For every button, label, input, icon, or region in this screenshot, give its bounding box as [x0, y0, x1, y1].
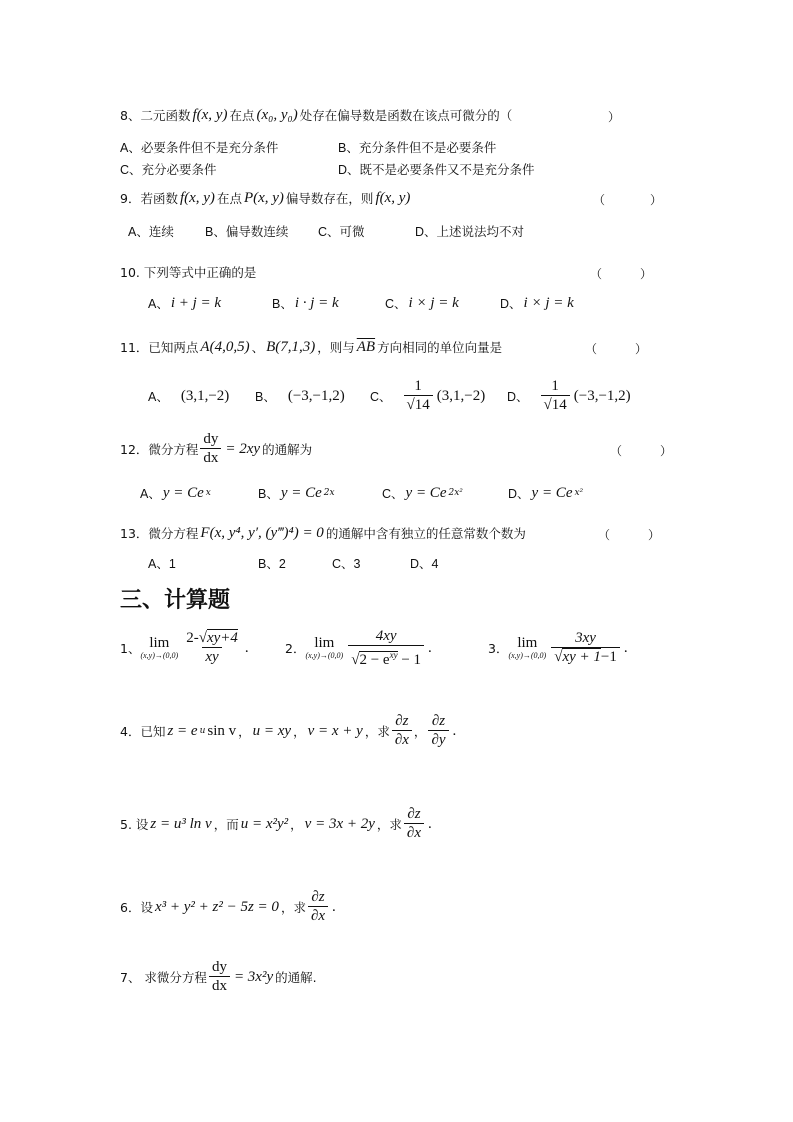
math: v = x + y	[307, 722, 363, 739]
q9-option-c: C、可微	[318, 225, 365, 239]
option-label: B、	[258, 487, 279, 501]
q9-text: 9．若函数	[120, 191, 178, 206]
option-label: B、	[272, 297, 293, 311]
q11-text: ，则与	[317, 340, 355, 355]
answer-paren-close: ）	[608, 110, 621, 124]
problem-text: ，求	[364, 724, 390, 739]
radicand-text: 2 − e	[359, 651, 390, 668]
q11-text: 11．已知两点	[120, 340, 199, 355]
problem-text: ，而	[213, 817, 239, 832]
denominator: dx	[209, 976, 230, 995]
denominator: ∂x	[404, 823, 424, 842]
q8-text: 在点	[229, 108, 255, 123]
q10-option-b	[272, 283, 341, 323]
option-math: y = Ce	[405, 484, 447, 501]
math: sin v	[207, 722, 237, 739]
q12-option-a	[140, 473, 211, 513]
q11-option-a	[148, 376, 231, 416]
q8-option-a: A、必要条件但不是充分条件	[120, 141, 279, 155]
comma: ，	[290, 817, 303, 832]
problem-text: 5. 设	[120, 817, 149, 832]
calc-4	[120, 711, 458, 751]
answer-paren-open: （	[590, 267, 603, 281]
q8-option-c: C、充分必要条件	[120, 163, 217, 177]
numerator: 4xy	[375, 627, 397, 644]
q13-option-c: C、3	[332, 557, 361, 571]
option-math: y = Ce	[162, 484, 204, 501]
math: u = x²y²	[240, 815, 289, 832]
q9-option-b: B、偏导数连续	[205, 225, 289, 239]
q11-text: 方向相同的单位向量是	[377, 340, 503, 355]
calc-6	[120, 887, 338, 927]
point-b: B(7,1,3)	[266, 338, 316, 355]
q9-option-a: A、连续	[128, 225, 174, 239]
limit	[140, 636, 178, 661]
fraction	[541, 378, 570, 414]
denominator: √14	[404, 395, 433, 414]
option-label: A、	[140, 487, 161, 501]
denominator-tail: − 1	[401, 651, 422, 668]
vector-ab: $\overline{AB}$	[356, 338, 376, 355]
numerator: ∂z	[407, 806, 421, 822]
q10-option-a	[148, 283, 223, 323]
problem-number: 1、	[120, 641, 141, 656]
math: z = e	[167, 722, 198, 739]
q11-option-c	[370, 376, 487, 416]
derivative-fraction	[200, 431, 221, 467]
q13-option-b: B、2	[258, 557, 286, 571]
period: .	[428, 639, 432, 656]
question-10: 10. 下列等式中正确的是	[120, 265, 257, 280]
partial-fraction	[392, 713, 412, 749]
math: u = xy	[252, 722, 292, 739]
q10-option-c	[385, 283, 461, 323]
period: .	[332, 898, 336, 915]
section-title: 三、计算题	[120, 588, 231, 613]
question-12	[120, 429, 312, 469]
exponent: x	[205, 488, 211, 498]
option-math: (−3,−1,2)	[287, 387, 345, 404]
radicand	[359, 651, 397, 668]
fraction	[404, 378, 433, 414]
option-label: D、	[507, 390, 529, 404]
numerator: ∂z	[311, 889, 325, 905]
q11-option-b	[255, 376, 347, 416]
exponent: xy	[389, 649, 398, 660]
calc-2	[285, 628, 434, 668]
derivative-fraction	[209, 959, 230, 995]
math: v = 3x + 2y	[304, 815, 375, 832]
q12-text: 的通解为	[262, 442, 313, 457]
q12-option-d	[508, 473, 583, 513]
exponent: 2x²	[448, 488, 463, 498]
q9-function: f(x, y)	[179, 189, 215, 206]
answer-paren-close: ）	[660, 444, 673, 458]
q13-option-d: D、4	[410, 557, 439, 571]
option-label: A、	[148, 390, 169, 404]
exponent: 2x	[323, 488, 335, 498]
option-math: i × j = k	[408, 294, 459, 311]
numerator: 1	[551, 378, 559, 394]
limit	[305, 636, 343, 661]
radicand: xy+4	[206, 630, 238, 646]
q13-text: 13．微分方程	[120, 526, 199, 541]
q12-option-c	[382, 473, 463, 513]
calc-3	[488, 628, 630, 668]
answer-paren-close: ）	[640, 267, 653, 281]
option-math: i + j = k	[170, 294, 222, 311]
q10-option-d	[500, 283, 576, 323]
lim-subscript: (x,y)→(0,0)	[140, 650, 179, 660]
fraction	[348, 628, 424, 669]
q8-function: f(x, y)	[192, 106, 228, 123]
q11-option-d	[507, 376, 633, 416]
denominator: $√2 - e^{xy} - 1$	[348, 645, 424, 669]
numerator: dy	[203, 431, 219, 447]
numerator: dy	[211, 959, 227, 975]
partial-fraction	[308, 889, 328, 925]
problem-number: 2．	[285, 641, 306, 656]
q8-text: 二元函数	[140, 108, 191, 123]
option-math: y = Ce	[280, 484, 322, 501]
question-13	[120, 513, 526, 553]
answer-paren-open: （	[598, 528, 611, 542]
q9-option-d: D、上述说法均不对	[415, 225, 525, 239]
option-label: C、	[382, 487, 404, 501]
q8-option-d: D、既不是必要条件又不是充分条件	[338, 163, 535, 177]
q8-text: 处存在偏导数是函数在该点可微分的（	[299, 108, 513, 123]
q13-option-a: A、1	[148, 557, 176, 571]
numerator: 2-√xy+4	[186, 630, 238, 646]
lim-label: lim	[149, 634, 170, 651]
numerator-part: 2-	[186, 630, 199, 646]
answer-paren-close: ）	[650, 193, 663, 207]
denominator: ∂x	[308, 906, 328, 925]
period: .	[244, 639, 249, 656]
numerator: ∂z	[395, 713, 409, 729]
partial-fraction	[428, 713, 448, 749]
option-math: (−3,−1,2)	[573, 387, 631, 404]
math: x³ + y² + z² − 5z = 0	[154, 898, 279, 915]
q8-option-b: B、充分条件但不是必要条件	[338, 141, 497, 155]
problem-text: 的通解.	[275, 970, 317, 985]
limit	[508, 636, 546, 661]
q13-text: 的通解中含有独立的任意常数个数为	[325, 526, 526, 541]
answer-paren-open: （	[610, 444, 623, 458]
calc-7	[120, 957, 317, 997]
q9-point: P(x, y)	[243, 189, 284, 206]
option-label: C、	[370, 390, 392, 404]
point-a: A(4,0,5)	[200, 338, 250, 355]
question-11	[120, 327, 502, 367]
option-math: i · j = k	[294, 294, 339, 311]
problem-text: ，求	[376, 817, 402, 832]
problem-text: 7、 求微分方程	[120, 970, 207, 985]
fraction	[551, 630, 620, 666]
comma: ，	[293, 724, 306, 739]
answer-paren-open: （	[585, 342, 598, 356]
comma: ，	[238, 724, 251, 739]
denominator: √14	[541, 395, 570, 414]
answer-paren-close: ）	[648, 528, 661, 542]
radicand: xy + 1	[562, 649, 601, 665]
option-label: D、	[500, 297, 522, 311]
answer-paren-open: （	[593, 193, 606, 207]
equation: = 2xy	[225, 440, 261, 457]
answer-paren-close: ）	[635, 342, 648, 356]
separator: 、	[251, 340, 265, 355]
comma: ，	[413, 724, 427, 739]
problem-text: 6．设	[120, 900, 153, 915]
lim-subscript: (x,y)→(0,0)	[305, 650, 344, 660]
math: z = u³ ln v	[150, 815, 212, 832]
problem-text: 4．已知	[120, 724, 166, 739]
equation: F(x, y⁴, y′, (y‴)⁴) = 0	[200, 524, 324, 541]
q8-point: (x₀, y₀)	[256, 106, 298, 123]
q9-text: 在点	[216, 191, 242, 206]
denominator-tail: −1	[600, 649, 617, 665]
period: .	[452, 722, 457, 739]
q12-option-b	[258, 473, 335, 513]
q9-function: f(x, y)	[375, 189, 411, 206]
lim-label: lim	[517, 634, 538, 651]
calc-5	[120, 804, 434, 844]
option-label: B、	[255, 390, 276, 404]
option-label: C、	[385, 297, 407, 311]
lim-subscript: (x,y)→(0,0)	[508, 650, 547, 660]
option-math: (3,1,−2)	[180, 387, 230, 404]
lim-label: lim	[314, 634, 335, 651]
problem-number: 3．	[488, 641, 509, 656]
calc-1	[120, 628, 251, 668]
period: .	[623, 639, 628, 656]
q9-text: 偏导数存在，则	[285, 191, 374, 206]
option-math: i × j = k	[523, 294, 574, 311]
numerator: ∂z	[431, 713, 446, 729]
option-math: y = Ce	[531, 484, 573, 501]
denominator: xy	[202, 647, 221, 666]
q8-number: 8、	[120, 108, 141, 123]
denominator: dx	[200, 448, 221, 467]
denominator: ∂x	[392, 730, 412, 749]
denominator: ∂y	[428, 730, 448, 749]
exponent: x²	[574, 488, 584, 498]
option-math: (3,1,−2)	[436, 387, 486, 404]
denominator: √xy + 1−1	[551, 647, 620, 666]
partial-fraction	[404, 806, 424, 842]
q12-text: 12．微分方程	[120, 442, 199, 457]
numerator: 1	[414, 378, 422, 394]
option-label: A、	[148, 297, 169, 311]
equation: = 3x²y	[233, 968, 274, 985]
option-label: D、	[508, 487, 530, 501]
numerator: 3xy	[575, 630, 596, 646]
period: .	[427, 815, 432, 832]
fraction	[183, 630, 241, 666]
exponent: u	[199, 726, 206, 736]
problem-text: ，求	[280, 900, 306, 915]
